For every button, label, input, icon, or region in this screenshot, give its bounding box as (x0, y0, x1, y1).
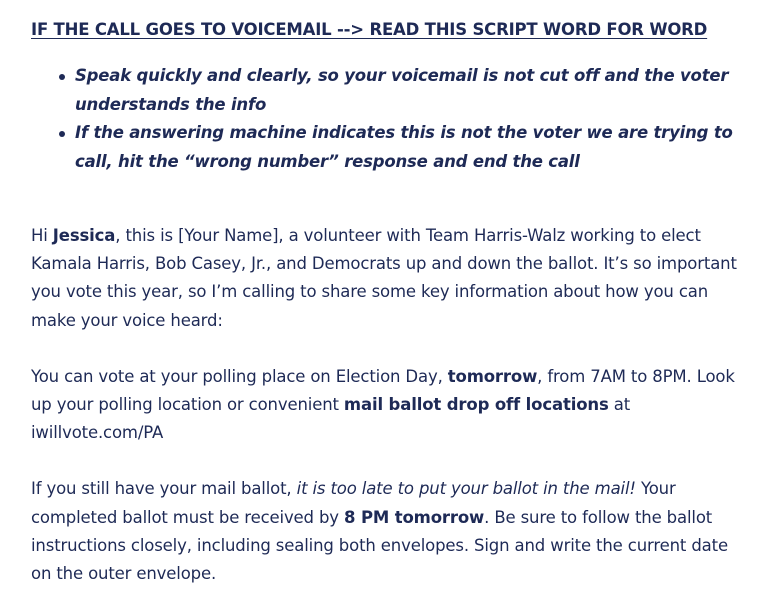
election-day-text: You can vote at your polling place on Election Day, (31, 366, 448, 386)
intro-text: , this is [Your Name], a volunteer with Team Harris-Walz working to elect Kamala Harris, Bob Casey, Jr., and Democrats up and down the ballot. It’s so important you vote this year, so I’m calling to share some key information about how you can make your voice heard: (31, 226, 737, 330)
tip-wrong-number: If the answering machine indicates this is not the voter we are trying to call, hit the “wrong number” response and end the call (75, 119, 747, 176)
tip-speak-clearly: Speak quickly and clearly, so your voicemail is not cut off and the voter understands the info (75, 62, 747, 119)
deadline-emphasis: 8 PM tomorrow (344, 507, 485, 527)
polling-hours-text: , from 7AM to 8PM. Look up your polling location or convenient (31, 366, 735, 415)
script-intro-paragraph (31, 222, 747, 335)
lookup-url-text: at iwillvote.com/PA (31, 395, 631, 443)
voicemail-tips-list (31, 62, 747, 176)
instructions-text: . Be sure to follow the ballot instructions closely, including sealing both envelopes. Sign and write the current date on the outer envelope. (31, 507, 728, 584)
too-late-emphasis: it is too late to put your ballot in the mail! (296, 479, 636, 499)
drop-off-emphasis: mail ballot drop off locations (343, 395, 609, 415)
voicemail-heading: IF THE CALL GOES TO VOICEMAIL --> READ THIS SCRIPT WORD FOR WORD (31, 20, 708, 39)
voter-name: Jessica (52, 226, 116, 245)
greeting-text: Hi (31, 226, 53, 245)
election-day-paragraph (31, 363, 747, 448)
received-by-text: Your completed ballot must be received by (31, 479, 676, 527)
tomorrow-emphasis: tomorrow (447, 366, 538, 386)
mail-ballot-paragraph (31, 475, 747, 588)
mail-ballot-text: If you still have your mail ballot, (31, 479, 297, 499)
